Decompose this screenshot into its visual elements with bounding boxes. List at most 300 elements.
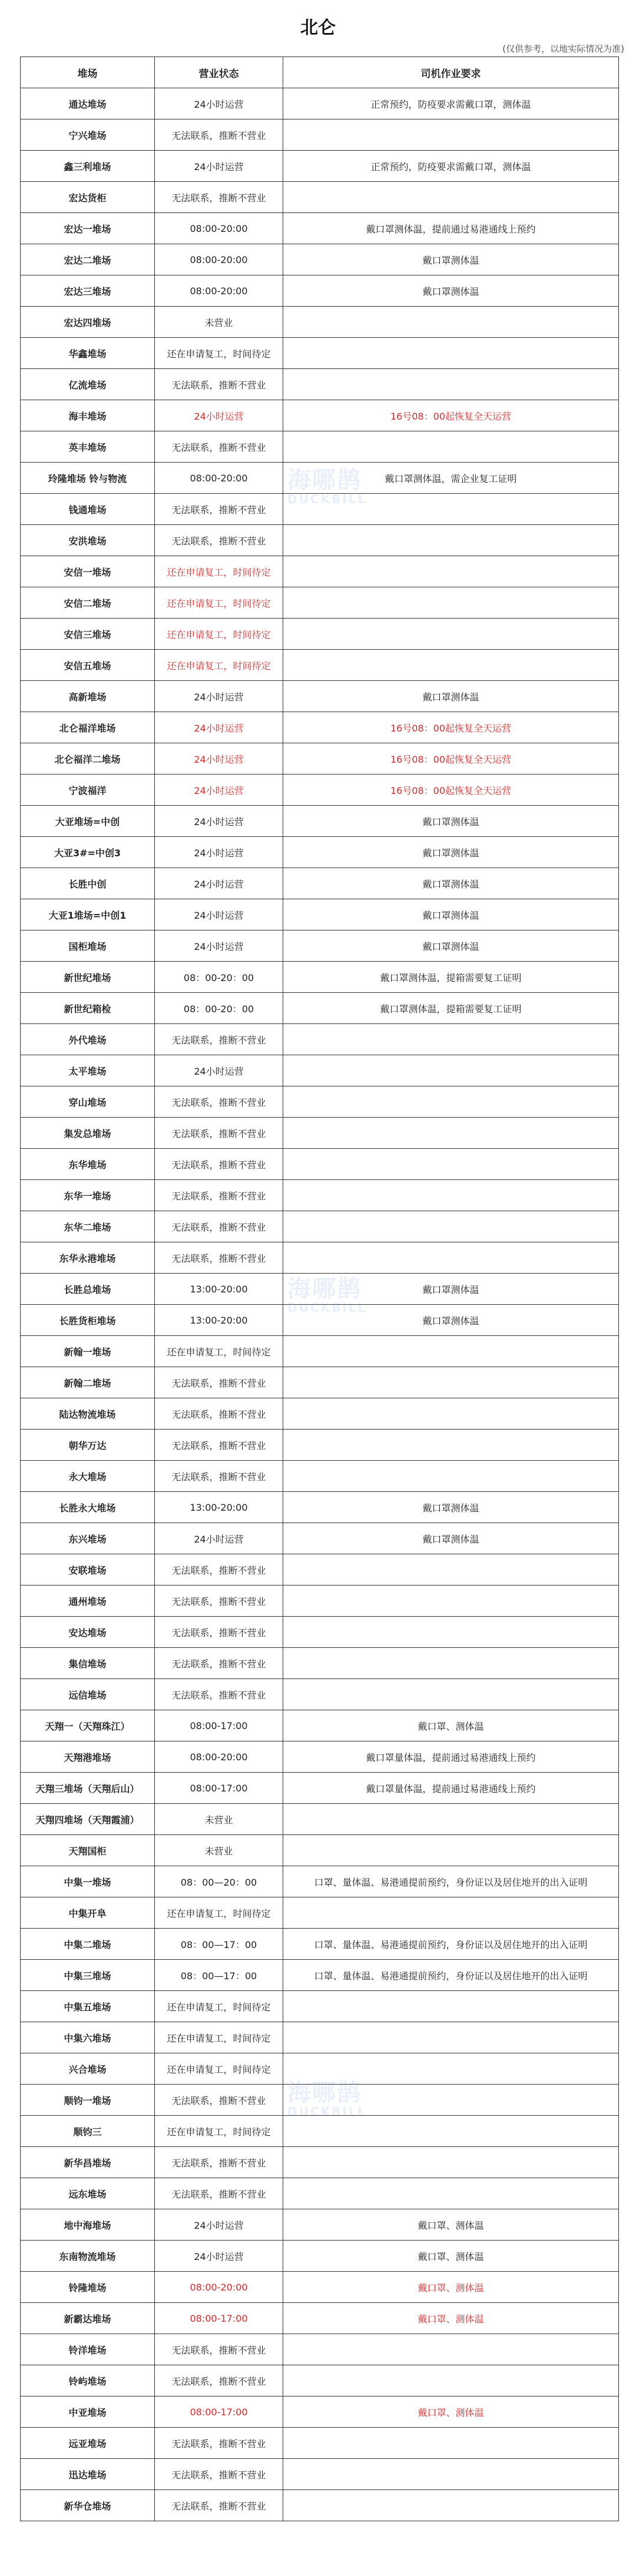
table-row	[21, 2116, 619, 2147]
table-row	[21, 151, 619, 182]
yard-name-cell: 天翔三堆场（天翔后山）	[21, 1773, 155, 1804]
yard-name-cell: 外代堆场	[21, 1024, 155, 1055]
table-row	[21, 182, 619, 213]
table-row	[21, 431, 619, 463]
table-row	[21, 1024, 619, 1055]
table-row	[21, 712, 619, 743]
table-row	[21, 1804, 619, 1835]
requirements-cell	[283, 1024, 619, 1055]
table-row	[21, 400, 619, 431]
table-row	[21, 2241, 619, 2272]
table-row	[21, 1180, 619, 1211]
yard-name-cell: 穿山堆场	[21, 1086, 155, 1118]
requirements-cell	[283, 1835, 619, 1866]
status-cell: 24小时运营	[155, 743, 283, 775]
watermark-text: 海哪鹊	[287, 2079, 362, 2106]
requirements-cell: 戴口罩、测体温	[283, 2396, 619, 2428]
table-row	[21, 1305, 619, 1336]
requirements-cell	[283, 1430, 619, 1461]
status-cell: 13:00-20:00	[155, 1274, 283, 1305]
requirements-cell	[283, 1586, 619, 1617]
yard-name-cell: 天翔港堆场	[21, 1741, 155, 1773]
status-cell: 还在申请复工，时间待定	[155, 619, 283, 650]
table-row	[21, 338, 619, 369]
yard-name-cell: 玲隆堆场 铃与物流	[21, 463, 155, 494]
yard-name-cell: 东兴堆场	[21, 1523, 155, 1554]
status-cell: 24小时运营	[155, 930, 283, 962]
status-cell: 24小时运营	[155, 681, 283, 712]
yard-name-cell: 新世纪堆场	[21, 962, 155, 993]
requirements-cell	[283, 494, 619, 525]
yard-name-cell: 安达堆场	[21, 1617, 155, 1648]
requirements-cell: 16号08：00起恢复全天运营	[283, 743, 619, 775]
yard-name-cell: 中集五堆场	[21, 1991, 155, 2022]
requirements-cell: 戴口罩测体温，提箱需要复工证明	[283, 993, 619, 1024]
requirements-cell	[283, 556, 619, 587]
yard-name-cell: 集信堆场	[21, 1648, 155, 1679]
table-row	[21, 2303, 619, 2334]
status-cell: 08:00-20:00	[155, 213, 283, 244]
requirements-cell	[283, 1679, 619, 1710]
status-cell: 无法联系，推断不营业	[155, 1430, 283, 1461]
table-row	[21, 650, 619, 681]
requirements-cell	[283, 2053, 619, 2085]
yard-name-cell: 天翔国柜	[21, 1835, 155, 1866]
requirements-cell	[283, 1086, 619, 1118]
yard-name-cell: 海丰堆场	[21, 400, 155, 431]
table-row	[21, 1367, 619, 1398]
status-cell: 24小时运营	[155, 868, 283, 899]
table-row	[21, 1897, 619, 1929]
status-cell: 无法联系，推断不营业	[155, 2147, 283, 2178]
table-row	[21, 525, 619, 556]
yard-name-cell: 远信堆场	[21, 1679, 155, 1710]
requirements-cell: 口罩、量体温、易港通提前预约，身份证以及居住地开的出入证明	[283, 1866, 619, 1897]
requirements-cell: 正常预约，防疫要求需戴口罩，测体温	[283, 151, 619, 182]
yard-name-cell: 东华二堆场	[21, 1211, 155, 1242]
status-cell: 无法联系，推断不营业	[155, 525, 283, 556]
status-cell: 未营业	[155, 1804, 283, 1835]
status-cell: 还在申请复工，时间待定	[155, 650, 283, 681]
yard-name-cell: 东华永港堆场	[21, 1242, 155, 1274]
requirements-cell: 戴口罩、测体温	[283, 1710, 619, 1741]
table-row	[21, 868, 619, 899]
status-cell: 24小时运营	[155, 837, 283, 868]
requirements-cell: 戴口罩测体温	[283, 1274, 619, 1305]
yard-name-cell: 集发总堆场	[21, 1118, 155, 1149]
table-row	[21, 587, 619, 619]
requirements-cell: 戴口罩测体温，需企业复工证明	[283, 463, 619, 494]
requirements-cell: 戴口罩测体温	[283, 244, 619, 275]
yard-name-cell: 中集六堆场	[21, 2022, 155, 2053]
table-row	[21, 369, 619, 400]
status-cell: 08:00-20:00	[155, 275, 283, 307]
table-row	[21, 2428, 619, 2459]
status-cell: 08：00-20：00	[155, 962, 283, 993]
status-cell: 无法联系，推断不营业	[155, 182, 283, 213]
yard-name-cell: 鑫三利堆场	[21, 151, 155, 182]
status-cell: 无法联系，推断不营业	[155, 2178, 283, 2209]
yard-name-cell: 安信五堆场	[21, 650, 155, 681]
table-row	[21, 307, 619, 338]
yard-name-cell: 宁兴堆场	[21, 119, 155, 151]
table-row	[21, 1679, 619, 1710]
table-row	[21, 1492, 619, 1523]
requirements-cell: 16号08：00起恢复全天运营	[283, 712, 619, 743]
yard-name-cell: 北仑福洋堆场	[21, 712, 155, 743]
requirements-cell: 戴口罩测体温	[283, 275, 619, 307]
status-cell: 无法联系，推断不营业	[155, 369, 283, 400]
table-row	[21, 1835, 619, 1866]
yard-name-cell: 朝华万达	[21, 1430, 155, 1461]
requirements-cell	[283, 182, 619, 213]
status-cell: 无法联系，推断不营业	[155, 2459, 283, 2490]
table-row	[21, 1211, 619, 1242]
status-cell: 无法联系，推断不营业	[155, 1617, 283, 1648]
status-cell: 无法联系，推断不营业	[155, 1398, 283, 1430]
yard-name-cell: 永大堆场	[21, 1461, 155, 1492]
yard-name-cell: 东南物流堆场	[21, 2241, 155, 2272]
yard-name-cell: 中集一堆场	[21, 1866, 155, 1897]
table-row	[21, 1086, 619, 1118]
table-row	[21, 88, 619, 119]
table-row	[21, 962, 619, 993]
status-cell: 还在申请复工，时间待定	[155, 1897, 283, 1929]
requirements-cell: 戴口罩、测体温	[283, 2241, 619, 2272]
status-cell: 08:00-20:00	[155, 1741, 283, 1773]
requirements-cell	[283, 2022, 619, 2053]
requirements-cell	[283, 2459, 619, 2490]
status-cell: 24小时运营	[155, 1055, 283, 1086]
requirements-cell: 戴口罩量体温，提前通过易港通线上预约	[283, 1741, 619, 1773]
status-cell: 无法联系，推断不营业	[155, 1086, 283, 1118]
watermark-sub: DUCKBILL	[287, 2105, 367, 2119]
yard-name-cell: 铃隆堆场	[21, 2272, 155, 2303]
status-cell: 无法联系，推断不营业	[155, 1461, 283, 1492]
requirements-cell: 口罩、量体温、易港通提前预约，身份证以及居住地开的出入证明	[283, 1929, 619, 1960]
status-cell: 无法联系，推断不营业	[155, 1367, 283, 1398]
requirements-cell	[283, 1242, 619, 1274]
yard-name-cell: 地中海堆场	[21, 2209, 155, 2241]
table-row	[21, 993, 619, 1024]
requirements-cell	[283, 1461, 619, 1492]
status-cell: 24小时运营	[155, 88, 283, 119]
requirements-cell: 戴口罩测体温	[283, 1523, 619, 1554]
yard-name-cell: 顺钧一堆场	[21, 2085, 155, 2116]
requirements-cell	[283, 1180, 619, 1211]
table-row	[21, 1523, 619, 1554]
requirements-cell	[283, 1991, 619, 2022]
table-row	[21, 2365, 619, 2396]
requirements-cell: 戴口罩、测体温	[283, 2272, 619, 2303]
status-cell: 24小时运营	[155, 899, 283, 930]
status-cell: 24小时运营	[155, 1523, 283, 1554]
status-cell: 无法联系，推断不营业	[155, 1180, 283, 1211]
table-header-row	[21, 57, 619, 88]
table-row	[21, 1398, 619, 1430]
status-cell: 13:00-20:00	[155, 1305, 283, 1336]
table-row	[21, 1554, 619, 1586]
status-cell: 08:00-20:00	[155, 2272, 283, 2303]
requirements-cell	[283, 2334, 619, 2365]
yard-name-cell: 东华一堆场	[21, 1180, 155, 1211]
status-cell: 未营业	[155, 307, 283, 338]
status-cell: 还在申请复工，时间待定	[155, 1336, 283, 1367]
header-status: 营业状态	[155, 57, 283, 88]
status-cell: 24小时运营	[155, 2209, 283, 2241]
yard-name-cell: 宏达三堆场	[21, 275, 155, 307]
yard-name-cell: 中亚堆场	[21, 2396, 155, 2428]
status-cell: 24小时运营	[155, 151, 283, 182]
table-row	[21, 899, 619, 930]
yard-name-cell: 新翰二堆场	[21, 1367, 155, 1398]
requirements-cell	[283, 2178, 619, 2209]
table-row	[21, 1741, 619, 1773]
table-row	[21, 2147, 619, 2178]
requirements-cell: 16号08：00起恢复全天运营	[283, 775, 619, 806]
table-row	[21, 743, 619, 775]
header-yard: 堆场	[21, 57, 155, 88]
table-row	[21, 2334, 619, 2365]
requirements-cell: 正常预约，防疫要求需戴口罩，测体温	[283, 88, 619, 119]
yard-name-cell: 通达堆场	[21, 88, 155, 119]
yard-name-cell: 中集二堆场	[21, 1929, 155, 1960]
status-cell: 还在申请复工，时间待定	[155, 2053, 283, 2085]
table-row	[21, 1461, 619, 1492]
yard-name-cell: 陆达物流堆场	[21, 1398, 155, 1430]
requirements-cell	[283, 2365, 619, 2396]
table-row	[21, 2053, 619, 2085]
yard-name-cell: 大亚1堆场=中创1	[21, 899, 155, 930]
yard-name-cell: 天翔四堆场（天翔霞浦）	[21, 1804, 155, 1835]
yard-name-cell: 新翰一堆场	[21, 1336, 155, 1367]
yard-name-cell: 中集三堆场	[21, 1960, 155, 1991]
requirements-cell: 戴口罩测体温，提箱需要复工证明	[283, 962, 619, 993]
yard-name-cell: 大亚堆场=中创	[21, 806, 155, 837]
yard-name-cell: 宏达二堆场	[21, 244, 155, 275]
requirements-cell	[283, 1149, 619, 1180]
table-row	[21, 1617, 619, 1648]
yard-name-cell: 安信一堆场	[21, 556, 155, 587]
status-cell: 08:00-20:00	[155, 244, 283, 275]
status-cell: 无法联系，推断不营业	[155, 1648, 283, 1679]
status-cell: 无法联系，推断不营业	[155, 1149, 283, 1180]
yard-name-cell: 长胜总堆场	[21, 1274, 155, 1305]
status-cell: 还在申请复工，时间待定	[155, 2116, 283, 2147]
yard-name-cell: 安洪堆场	[21, 525, 155, 556]
status-cell: 24小时运营	[155, 712, 283, 743]
yard-name-cell: 安信三堆场	[21, 619, 155, 650]
status-cell: 还在申请复工，时间待定	[155, 1991, 283, 2022]
yard-name-cell: 迅达堆场	[21, 2459, 155, 2490]
requirements-cell: 戴口罩测体温	[283, 1492, 619, 1523]
status-cell: 无法联系，推断不营业	[155, 1024, 283, 1055]
requirements-cell	[283, 119, 619, 151]
status-cell: 还在申请复工，时间待定	[155, 587, 283, 619]
yard-name-cell: 北仑福洋二堆场	[21, 743, 155, 775]
table-row	[21, 2178, 619, 2209]
status-cell: 08:00-17:00	[155, 1710, 283, 1741]
requirements-cell: 戴口罩测体温	[283, 1305, 619, 1336]
requirements-cell	[283, 2147, 619, 2178]
requirements-cell	[283, 431, 619, 463]
yard-name-cell: 长胜货柜堆场	[21, 1305, 155, 1336]
yard-name-cell: 铃洋堆场	[21, 2334, 155, 2365]
yard-name-cell: 长胜中创	[21, 868, 155, 899]
table-row	[21, 1991, 619, 2022]
table-row	[21, 2209, 619, 2241]
status-cell: 24小时运营	[155, 2241, 283, 2272]
table-row	[21, 1773, 619, 1804]
requirements-cell: 戴口罩测体温	[283, 837, 619, 868]
yard-name-cell: 新华仓堆场	[21, 2490, 155, 2521]
page-title: 北仑	[300, 18, 336, 38]
yard-name-cell: 兴合堆场	[21, 2053, 155, 2085]
requirements-cell	[283, 1398, 619, 1430]
table-row	[21, 681, 619, 712]
status-cell: 24小时运营	[155, 775, 283, 806]
table-row	[21, 556, 619, 587]
yard-name-cell: 宁波福洋	[21, 775, 155, 806]
table-row	[21, 494, 619, 525]
status-cell: 无法联系，推断不营业	[155, 2490, 283, 2521]
yard-name-cell: 远东堆场	[21, 2178, 155, 2209]
yard-name-cell: 安联堆场	[21, 1554, 155, 1586]
status-cell: 无法联系，推断不营业	[155, 119, 283, 151]
requirements-cell: 戴口罩测体温	[283, 868, 619, 899]
requirements-cell	[283, 1554, 619, 1586]
yard-name-cell: 亿流堆场	[21, 369, 155, 400]
table-row	[21, 1118, 619, 1149]
requirements-cell	[283, 1367, 619, 1398]
requirements-cell	[283, 2490, 619, 2521]
table-row	[21, 1055, 619, 1086]
requirements-cell: 戴口罩测体温	[283, 681, 619, 712]
requirements-cell	[283, 525, 619, 556]
status-cell: 无法联系，推断不营业	[155, 2365, 283, 2396]
requirements-cell	[283, 1617, 619, 1648]
status-cell: 08：00—20：00	[155, 1866, 283, 1897]
disclaimer-note: (仅供参考，以地实际情况为准)	[502, 44, 624, 54]
status-cell: 08:00-20:00	[155, 463, 283, 494]
status-cell: 08:00-17:00	[155, 1773, 283, 1804]
requirements-cell	[283, 369, 619, 400]
yard-name-cell: 中集开阜	[21, 1897, 155, 1929]
table-row	[21, 806, 619, 837]
requirements-cell: 戴口罩测体温，提前通过易港通线上预约	[283, 213, 619, 244]
table-row	[21, 1648, 619, 1679]
yard-status-table	[20, 56, 619, 2521]
table-row	[21, 2396, 619, 2428]
status-cell: 24小时运营	[155, 806, 283, 837]
requirements-cell	[283, 650, 619, 681]
requirements-cell: 口罩、量体温、易港通提前预约，身份证以及居住地开的出入证明	[283, 1960, 619, 1991]
requirements-cell	[283, 1055, 619, 1086]
requirements-cell	[283, 1648, 619, 1679]
table-row	[21, 213, 619, 244]
requirements-cell	[283, 338, 619, 369]
status-cell: 08：00—17：00	[155, 1960, 283, 1991]
watermark-sub: DUCKBILL	[287, 1301, 367, 1315]
yard-name-cell: 新华昌堆场	[21, 2147, 155, 2178]
table-row	[21, 2085, 619, 2116]
table-row	[21, 2022, 619, 2053]
requirements-cell: 戴口罩、测体温	[283, 2209, 619, 2241]
status-cell: 还在申请复工，时间待定	[155, 556, 283, 587]
requirements-cell	[283, 1211, 619, 1242]
status-cell: 08:00-17:00	[155, 2303, 283, 2334]
status-cell: 08：00-20：00	[155, 993, 283, 1024]
yard-name-cell: 通州堆场	[21, 1586, 155, 1617]
table-body	[21, 88, 619, 2521]
requirements-cell: 16号08：00起恢复全天运营	[283, 400, 619, 431]
status-cell: 无法联系，推断不营业	[155, 1554, 283, 1586]
requirements-cell	[283, 2085, 619, 2119]
yard-name-cell: 华鑫堆场	[21, 338, 155, 369]
yard-name-cell: 远亚堆场	[21, 2428, 155, 2459]
yard-name-cell: 高新堆场	[21, 681, 155, 712]
status-cell: 无法联系，推断不营业	[155, 1242, 283, 1274]
yard-name-cell: 东华堆场	[21, 1149, 155, 1180]
yard-name-cell: 铃屿堆场	[21, 2365, 155, 2396]
requirements-cell	[283, 1897, 619, 1929]
table-row	[21, 930, 619, 962]
requirements-cell: 戴口罩测体温	[283, 930, 619, 962]
table-row	[21, 1710, 619, 1741]
watermark-sub: DUCKBILL	[287, 492, 367, 506]
table-row	[21, 1929, 619, 1960]
watermark-text: 海哪鹊	[287, 467, 362, 494]
requirements-cell	[283, 1804, 619, 1835]
status-cell: 08：00—17：00	[155, 1929, 283, 1960]
table-row	[21, 1274, 619, 1305]
requirements-cell	[283, 619, 619, 650]
yard-name-cell: 大亚3#=中创3	[21, 837, 155, 868]
requirements-cell	[283, 1336, 619, 1367]
status-cell: 无法联系，推断不营业	[155, 494, 283, 525]
yard-name-cell: 国柜堆场	[21, 930, 155, 962]
yard-name-cell: 天翔一（天翔珠江）	[21, 1710, 155, 1741]
requirements-cell	[283, 1118, 619, 1149]
yard-name-cell: 新世纪箱检	[21, 993, 155, 1024]
table-row	[21, 2272, 619, 2303]
table-row	[21, 2459, 619, 2490]
status-cell: 无法联系，推断不营业	[155, 2334, 283, 2365]
table-row	[21, 1586, 619, 1617]
table-row	[21, 2490, 619, 2521]
requirements-cell	[283, 2428, 619, 2459]
requirements-cell: 戴口罩量体温，提前通过易港通线上预约	[283, 1773, 619, 1804]
status-cell: 无法联系，推断不营业	[155, 1679, 283, 1710]
yard-name-cell: 宏达货柜	[21, 182, 155, 213]
table-row	[21, 1430, 619, 1461]
status-cell: 13:00-20:00	[155, 1492, 283, 1523]
header-requirements: 司机作业要求	[283, 57, 619, 88]
table-row	[21, 837, 619, 868]
requirements-cell	[283, 2116, 619, 2147]
yard-name-cell: 钱通堆场	[21, 494, 155, 525]
table-row	[21, 1242, 619, 1274]
yard-name-cell: 顺钧三	[21, 2116, 155, 2147]
status-cell: 还在申请复工，时间待定	[155, 2022, 283, 2053]
status-cell: 还在申请复工，时间待定	[155, 338, 283, 369]
yard-name-cell: 太平堆场	[21, 1055, 155, 1086]
status-cell: 08:00-17:00	[155, 2396, 283, 2428]
status-cell: 无法联系，推断不营业	[155, 2428, 283, 2459]
table-row	[21, 463, 619, 494]
status-cell: 无法联系，推断不营业	[155, 2085, 283, 2116]
status-cell: 24小时运营	[155, 400, 283, 431]
